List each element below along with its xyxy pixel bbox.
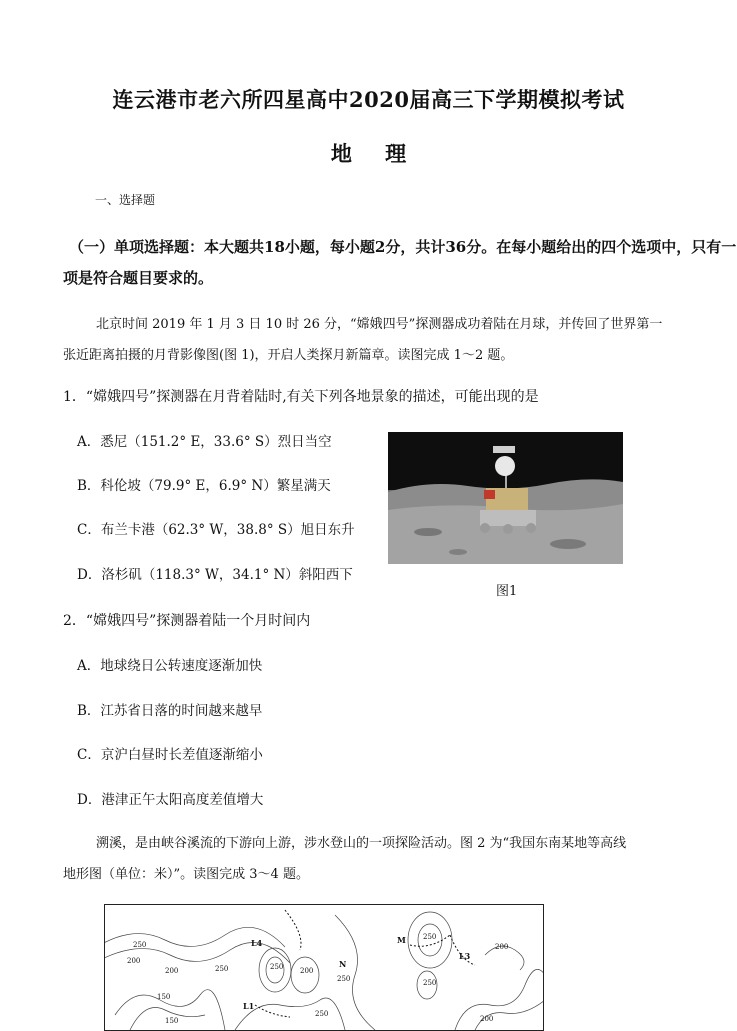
contour-label: 250 — [423, 933, 437, 941]
contour-label: 250 — [423, 979, 437, 987]
question-2-option-d: D．港津正午太阳高度差值增大 — [77, 792, 264, 808]
question-2-option-a: A．地球绕日公转速度逐渐加快 — [77, 658, 263, 674]
passage1-line1: 北京时间 2019 年 1 月 3 日 10 时 26 分，“嫦娥四号”探测器成功着陆在月球，并传回了世界第一 — [96, 317, 663, 332]
contour-label: 150 — [157, 993, 171, 1001]
map-point-l1: L1 — [243, 1001, 255, 1011]
subject-title: 地 理 — [330, 141, 407, 166]
question-2-stem: 2．“嫦娥四号”探测器着陆一个月时间内 — [63, 613, 311, 629]
contour-label: 250 — [337, 975, 351, 983]
map-point-l3: L3 — [459, 951, 471, 961]
figure1-lunar-rover-photo — [388, 432, 623, 564]
contour-label: 200 — [480, 1015, 494, 1023]
part1-instruction-line2: 项是符合题目要求的。 — [63, 269, 214, 287]
page-title: 连云港市老六所四星高中2020届高三下学期模拟考试 — [112, 87, 625, 112]
contour-label: 250 — [215, 965, 229, 973]
contour-label: 150 — [165, 1017, 179, 1025]
question-2-option-c: C．京沪白昼时长差值逐渐缩小 — [77, 747, 263, 763]
question-1-option-b: B．科伦坡（79.9° E，6.9° N）繁星满天 — [77, 478, 331, 494]
passage2-line2: 地形图（单位：米）”。读图完成 3～4 题。 — [63, 867, 309, 882]
passage2-line1: 溯溪，是由峡谷溪流的下游向上游，涉水登山的一项探险活动。图 2 为“我国东南某地等高线 — [96, 836, 627, 851]
contour-label: 200 — [495, 943, 509, 951]
contour-label: 200 — [127, 957, 141, 965]
question-1-option-d: D．洛杉矶（118.3° W，34.1° N）斜阳西下 — [77, 567, 353, 583]
section-heading: 一、选择题 — [95, 193, 156, 207]
question-2-option-b: B．江苏省日落的时间越来越早 — [77, 703, 263, 719]
part1-instruction-line1: （一）单项选择题：本大题共18小题，每小题2分，共计36分。在每小题给出的四个选项中，只有一 — [69, 238, 737, 256]
figure1-caption: 图1 — [496, 584, 518, 599]
contour-label: 200 — [300, 967, 314, 975]
contour-label: 250 — [315, 1010, 329, 1018]
contour-label: 250 — [270, 963, 284, 971]
map-point-n: N — [339, 959, 347, 969]
map-point-m: M — [397, 935, 406, 945]
contour-label: 200 — [165, 967, 179, 975]
question-1-option-c: C．布兰卡港（62.3° W，38.8° S）旭日东升 — [77, 522, 355, 538]
question-1-option-a: A．悉尼（151.2° E，33.6° S）烈日当空 — [77, 434, 332, 450]
contour-label: 250 — [133, 941, 147, 949]
map-point-l4: L4 — [251, 938, 263, 948]
passage1-line2: 张近距离拍摄的月背影像图(图 1)，开启人类探月新篇章。读图完成 1～2 题。 — [63, 348, 514, 363]
question-1-stem: 1．“嫦娥四号”探测器在月背着陆时,有关下列各地景象的描述，可能出现的是 — [63, 389, 539, 405]
figure2-contour-map — [104, 904, 544, 1031]
